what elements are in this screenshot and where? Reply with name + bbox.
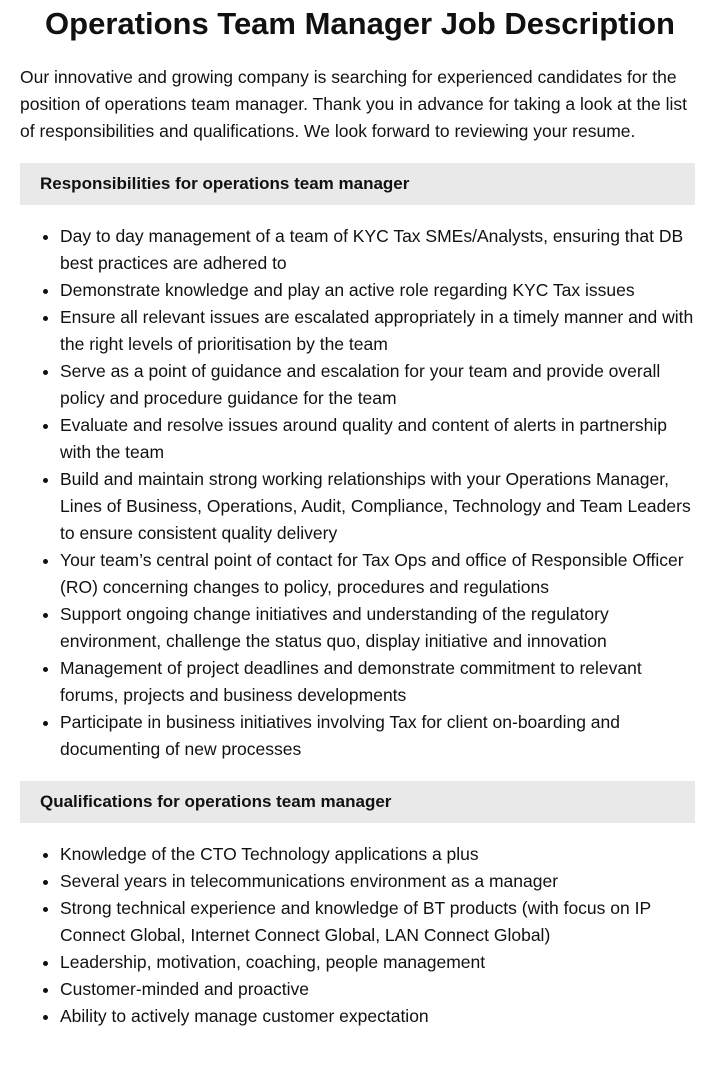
list-item: • Your team’s central point of contact for Tax Ops and office of Responsible Officer (RO) concerning changes to policy, procedures and regulations	[60, 547, 700, 601]
list-item: • Ensure all relevant issues are escalated appropriately in a timely manner and with the right levels of prioritisation by the team	[60, 304, 700, 358]
qualifications-list	[20, 841, 700, 1030]
list-item: • Evaluate and resolve issues around quality and content of alerts in partnership with the team	[60, 412, 700, 466]
intro-paragraph: Our innovative and growing company is searching for experienced candidates for the position of operations team manager. Thank you in advance for taking a look at the list of responsibilities and qualifications. We look forward to reviewing your resume.	[20, 67, 688, 141]
list-item: • Participate in business initiatives involving Tax for client on-boarding and documenting of new processes	[60, 709, 700, 763]
list-item: • Strong technical experience and knowledge of BT products (with focus on IP Connect Global, Internet Connect Global, LAN Connect Global)	[60, 895, 700, 949]
responsibilities-heading: Responsibilities for operations team manager	[20, 163, 695, 205]
list-item: • Build and maintain strong working relationships with your Operations Manager, Lines of Business, Operations, Audit, Compliance, Technology and Team Leaders to ensure consistent quality delivery	[60, 466, 700, 547]
list-item: • Several years in telecommunications environment as a manager	[60, 868, 700, 895]
list-item: • Ability to actively manage customer expectation	[60, 1003, 700, 1030]
qualifications-heading: Qualifications for operations team manager	[20, 781, 695, 823]
list-item: • Serve as a point of guidance and escalation for your team and provide overall policy and procedure guidance for the team	[60, 358, 700, 412]
list-item: • Day to day management of a team of KYC Tax SMEs/Analysts, ensuring that DB best practices are adhered to	[60, 223, 700, 277]
list-item: • Management of project deadlines and demonstrate commitment to relevant forums, projects and business developments	[60, 655, 700, 709]
responsibilities-list	[20, 223, 700, 763]
list-item: • Leadership, motivation, coaching, people management	[60, 949, 700, 976]
list-item: • Knowledge of the CTO Technology applications a plus	[60, 841, 700, 868]
list-item: • Support ongoing change initiatives and understanding of the regulatory environment, challenge the status quo, display initiative and innovation	[60, 601, 700, 655]
list-item: • Customer-minded and proactive	[60, 976, 700, 1003]
page-title: Operations Team Manager Job Description	[45, 6, 675, 41]
list-item: • Demonstrate knowledge and play an active role regarding KYC Tax issues	[60, 277, 700, 304]
